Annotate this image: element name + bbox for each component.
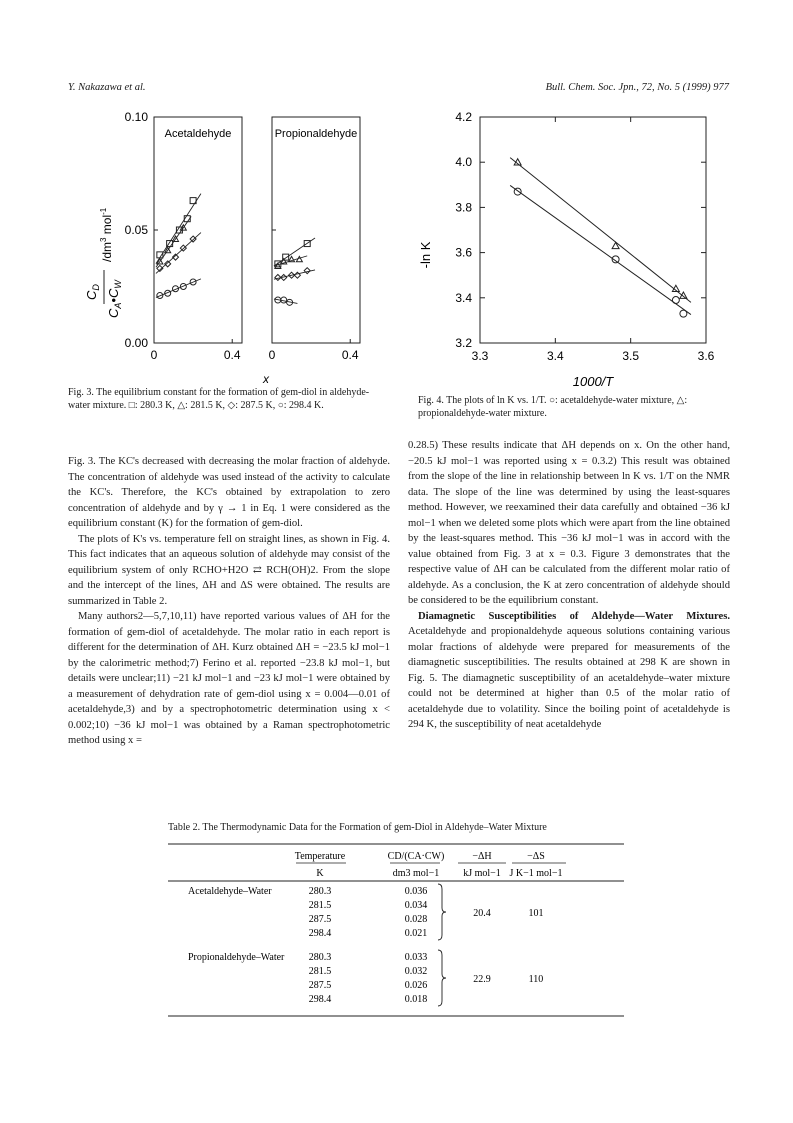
data-point-circle [514,188,521,195]
table-brace [438,884,446,940]
table-cell: 298.4 [308,994,332,1005]
panel-title: Acetaldehyde [164,128,232,140]
table-header: −ΔH [472,851,492,862]
fig3-ylabel [84,207,123,318]
text-column-right [408,438,730,733]
fit-line [510,185,691,314]
figure-4 [418,105,728,390]
table-unit: K [316,868,324,879]
table-header: CD/(CA·CW) [387,851,445,862]
table-cell: 101 [528,908,544,919]
table-cell: 20.4 [473,908,491,919]
table-cell: 110 [528,974,544,985]
svg-text:CD: $C_D$ [84,284,101,300]
paragraph: 0.28.5) These results indicate that ΔH depends on x. On the other hand, −20.5 kJ mol−1 was reported using x = 0.3.2) This result was obtained from the slope of the line in relationship between ln K vs. 1/T on the NMR data. The slope of the line was determined by using the least-squares method. However, we reexamined their data carefully and obtained −36 kJ mol−1 when we deleted some plots which were apart from the line obtained by the least-squares method. This −36 kJ mol−1 was in accord with the value obtained from Fig. 3 at x = 0.3. Figure 3 demonstrates that the respective value of ΔH can be calculated from the different molar ratio of aldehyde. As a conclusion, the K at zero concentration of aldehyde should be considered to be the equilibrium constant. [408,440,730,606]
running-head-right: Bull. Chem. Soc. Jpn., 72, No. 5 (1999) 977 [545,82,729,93]
paragraph: Diamagnetic Susceptibilities of Aldehyde—Water Mixtures. Acetaldehyde and propionaldehyde aqueous solutions containing various molar fractions of aldehyde were prepared for measurements of the diamagnetic susceptibilities. The results obtained at 298 K are shown in Fig. 5. The diamagnetic susceptibility of an acetaldehyde–water mixture could not be determined at higher than 0.5 of the molar ratio of acetaldehyde due to volatility. Since the boiling point of acetaldehyde is 294 K, the susceptibility of neat acetaldehyde [408,610,730,730]
table-cell: 281.5 [308,966,332,977]
y-tick-label: 0.05 [124,223,148,237]
table-cell: 0.028 [404,914,428,925]
table-header: Temperature [294,851,346,862]
table-cell: 0.033 [404,952,428,963]
table-cell: 298.4 [308,928,332,939]
table-cell: 0.032 [404,966,428,977]
data-point-diamond [165,261,171,267]
y-tick-label: 3.4 [455,290,472,305]
paragraph: Fig. 3. The KC's decreased with decreasing the molar fraction of aldehyde. The concentration of aldehyde was used instead of the activity to calculate the KC's. Therefore, the KC's obtained by extrapolation to zero concentration of aldehyde and by γ → 1 in Eq. 1 were considered as the equilibrium constant (K) for the formation of gem-diol. [68,456,390,529]
table-row-label: Acetaldehyde–Water [188,886,272,897]
table-cell: 0.021 [404,928,428,939]
plot-frame [154,117,242,343]
figure-3 [68,105,388,385]
section-heading: Diamagnetic Susceptibilities of Aldehyde—Water Mixtures. [418,610,730,622]
x-tick-label: 3.5 [622,349,640,363]
table-cell: 0.034 [404,900,428,911]
table-cell: 280.3 [308,952,332,963]
y-tick-label: 3.2 [455,336,472,350]
plot-frame [480,117,706,343]
y-tick-label: 4.0 [455,155,472,170]
x-tick-label: 3.6 [697,349,715,363]
table-caption: Table 2. The Thermodynamic Data for the Formation of gem-Diol in Aldehyde–Water Mixture [168,822,547,833]
data-point-diamond [304,268,310,274]
table-unit: J K−1 mol−1 [509,868,563,879]
table-2 [168,840,628,1020]
fig4-ylabel: -ln K [418,241,433,269]
y-tick-label: 3.8 [455,200,472,215]
table-cell: 281.5 [308,900,332,911]
fig3-xlabel: x [263,372,269,385]
table-unit: dm3 mol−1 [392,868,440,879]
table-cell: 280.3 [308,886,332,897]
table-cell: 22.9 [473,974,491,985]
paragraph: The plots of K's vs. temperature fell on straight lines, as shown in Fig. 4. This fact indicates that an aqueous solution of aldehyde may consist of the equilibrium system of only RCHO+H2O ⇄ RCH(OH)2. From the slope and the intercept of the lines, ΔH and ΔS were obtained. The results are summarized in Table 2. [68,533,390,607]
data-point-circle [672,297,679,304]
x-tick-label: 3.4 [546,349,564,363]
table-cell: 0.026 [404,980,428,991]
text-column-left [68,454,390,749]
fit-line [510,158,691,303]
table-cell: 0.018 [404,994,428,1005]
table-cell: 287.5 [308,980,332,991]
fig4-xlabel: 1000/T [572,374,614,389]
y-tick-label: 0.10 [124,110,148,124]
table-row-label: Propionaldehyde–Water [188,952,285,963]
table-header: −ΔS [527,851,545,862]
y-tick-label: 0.00 [124,336,148,350]
table-unit: kJ mol−1 [463,868,501,879]
x-tick-label: 0.4 [223,348,241,362]
table-brace [438,950,446,1006]
x-tick-label: 0 [150,348,158,362]
paragraph: Many authors2—5,7,10,11) have reported various values of ΔH for the formation of gem-diol of acetaldehyde. The molar ratio in each report is different for the determination of ΔH. Kurz obtained ΔH = −23.5 kJ mol−1 by the calorimetric method;7) Ferino et al. reported −23.8 kJ mol−1, but details were unclear;11) −21 kJ mol−1 and −23 kJ mol−1 were obtained by a measurement of dehydration rate of gem-diol using x = 0.004—0.01 of acetaldehyde,3) and by a spectrophotometric determination using x < 0.002;10) −36 kJ mol−1 was obtained by a Raman spectrophotometric method using x = [68,611,390,746]
data-point-circle [680,310,687,317]
fig4-caption: Fig. 4. The plots of ln K vs. 1/T. ○: acetaldehyde-water mixture, △: propionaldehyde-water mixture. [418,395,688,419]
svg-text:CA•CW: $C_A•C_W$ [106,280,123,318]
x-tick-label: 0 [268,348,276,362]
fig3-ylabel-num: C [84,290,99,300]
plot-frame [272,117,360,343]
data-point-triangle [612,242,619,248]
x-tick-label: 0.4 [341,348,359,362]
table-cell: 287.5 [308,914,332,925]
running-head-left: Y. Nakazawa et al. [68,82,146,93]
data-point-triangle [680,292,687,298]
y-tick-label: 4.2 [455,110,472,124]
x-tick-label: 3.3 [471,349,489,363]
svg-text:/dm3 mol-1: $/dm^3$ mol$^{-1}$ [99,207,114,262]
y-tick-label: 3.6 [455,245,472,260]
table-cell: 0.036 [404,886,428,897]
fig3-caption: Fig. 3. The equilibrium constant for the formation of gem-diol in aldehyde-water mixture. □: 280.3 K, △: 281.5 K, ◇: 287.5 K, ○: 298.4 K. [68,387,370,411]
panel-title: Propionaldehyde [274,128,358,140]
